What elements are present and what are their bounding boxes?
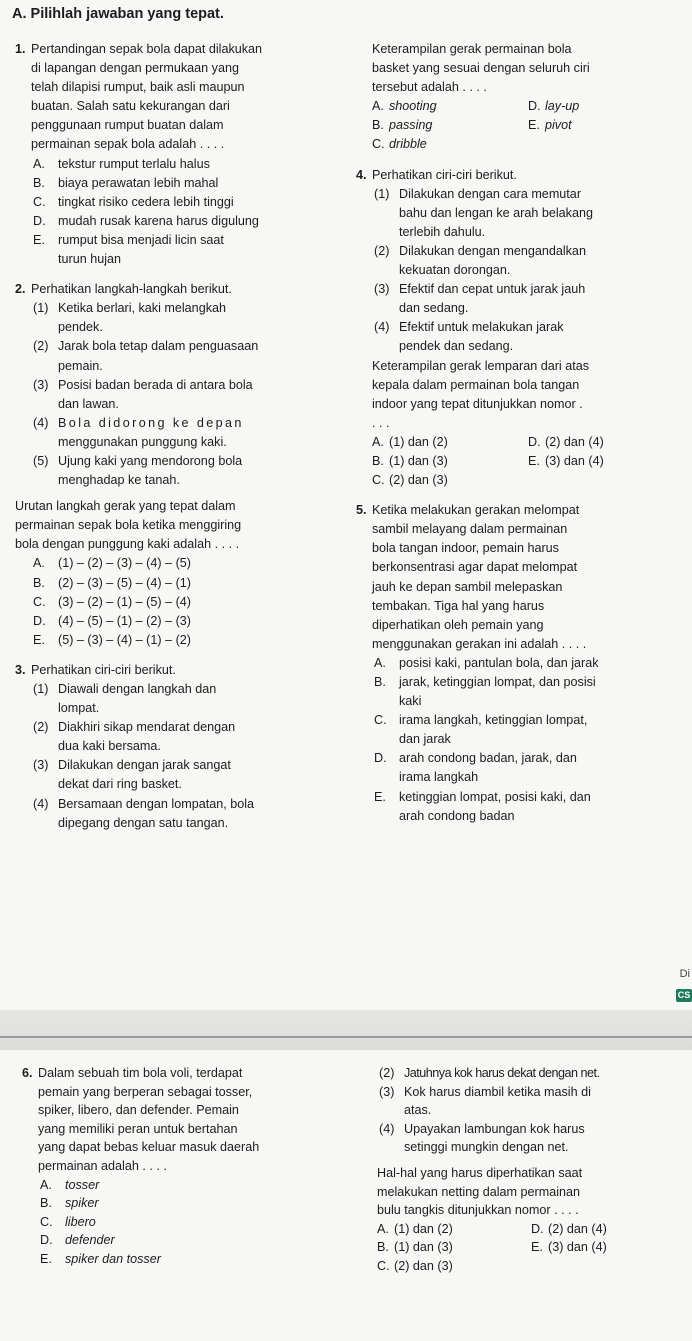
option-a[interactable]: A. (1) – (2) – (3) – (4) – (5) — [33, 556, 191, 571]
question-text: permainan adalah . . . . — [38, 1158, 167, 1173]
option-text: turun hujan — [58, 252, 122, 267]
question-3 — [15, 661, 357, 833]
left-column — [22, 1064, 358, 1269]
option-d[interactable]: D. lay-up — [528, 99, 580, 114]
question-text: bola tangan indoor, pemain harus — [372, 541, 559, 556]
question-text: bulu tangkis ditunjukkan nomor . . . . — [377, 1203, 579, 1218]
option-c[interactable]: C. (2) dan (3) — [377, 1258, 453, 1273]
question-text: bola dengan punggung kaki adalah . . . . — [15, 537, 240, 552]
option-e[interactable]: E. (3) dan (4) — [528, 453, 604, 468]
question-text: Dalam sebuah tim bola voli, terdapat — [38, 1066, 243, 1080]
question-text: Ketika melakukan gerakan melompat — [372, 503, 580, 518]
question-number: 5. — [356, 503, 367, 518]
question-text: Urutan langkah gerak yang tepat dalam — [15, 499, 236, 514]
right-column — [356, 40, 684, 826]
option-letter: D. — [33, 213, 46, 228]
question-number: 1. — [15, 42, 26, 56]
option-c[interactable]: C. libero — [40, 1214, 96, 1229]
option-d[interactable]: D. (2) dan (4) — [528, 434, 604, 449]
option-a[interactable]: A. posisi kaki, pantulan bola, dan jarak — [374, 655, 599, 670]
worksheet-page-2 — [0, 1050, 692, 1341]
option-text: biaya perawatan lebih mahal — [58, 175, 219, 190]
option-a[interactable]: A. (1) dan (2) — [377, 1221, 453, 1236]
statement-3: (3) Posisi badan berada di antara bola dan lawan. — [33, 377, 253, 411]
option-e[interactable]: E. ketinggian lompat, posisi kaki, dan arah condong badan — [374, 789, 591, 823]
statement-1: (1) Diawali dengan langkah dan lompat. — [33, 682, 217, 716]
page-divider — [0, 1036, 692, 1038]
option-b[interactable]: B. passing — [372, 118, 433, 133]
option-b[interactable]: B. (1) dan (3) — [377, 1240, 453, 1255]
question-text: Keterampilan gerak permainan bola — [372, 42, 572, 56]
question-number: 2. — [15, 282, 26, 297]
section-heading: A. Pilihlah jawaban yang tepat. — [12, 6, 224, 22]
option-text: mudah rusak karena harus digulung — [58, 213, 259, 228]
question-text: buatan. Salah satu kekurangan dari — [31, 99, 230, 114]
statement-2: (2) Jatuhnya kok harus dekat dengan net. — [379, 1066, 600, 1080]
question-text: telah dilapisi rumput, baik asli maupun — [31, 80, 245, 95]
question-text: tembakan. Tiga hal yang harus — [372, 598, 545, 613]
statement-3: (3) Kok harus diambil ketika masih di atas. — [379, 1084, 591, 1118]
option-b[interactable]: B. (1) dan (3) — [372, 453, 448, 468]
option-d[interactable]: D. arah condong badan, jarak, dan irama langkah — [374, 751, 577, 785]
option-c[interactable]: C. (2) dan (3) — [372, 473, 448, 488]
question-text: . . . — [372, 415, 390, 430]
option-b[interactable]: B. (2) – (3) – (5) – (4) – (1) — [33, 575, 191, 590]
right-column — [377, 1064, 685, 1276]
question-text: sambil melayang dalam permainan — [372, 522, 568, 537]
statement-5: (5) Ujung kaki yang mendorong bola menghadap ke tanah. — [33, 453, 243, 488]
option-d[interactable]: D. (4) – (5) – (1) – (2) – (3) — [33, 613, 191, 628]
statement-2: (2) Jarak bola tetap dalam penguasaan pemain. — [33, 339, 259, 373]
statement-1: (1) Ketika berlari, kaki melangkah pendek. — [33, 301, 226, 335]
question-7-continued — [377, 1064, 685, 1276]
option-b[interactable] — [31, 174, 357, 193]
question-number: 6. — [22, 1066, 33, 1080]
statement-2: (2) Dilakukan dengan mengandalkan kekuatan dorongan. — [374, 243, 586, 278]
option-e[interactable] — [31, 231, 357, 269]
question-text: indoor yang tepat ditunjukkan nomor . — [372, 396, 583, 411]
option-letter: A. — [33, 156, 45, 171]
question-text: penggunaan rumput buatan dalam — [31, 118, 224, 133]
scanner-watermark — [676, 968, 692, 1003]
option-a[interactable] — [31, 155, 357, 174]
question-6 — [22, 1064, 358, 1269]
option-e[interactable]: E. spiker dan tosser — [40, 1251, 161, 1266]
option-c[interactable]: C. (3) – (2) – (1) – (5) – (4) — [33, 594, 191, 609]
statement-4: (4) Upayakan lambungan kok harus setinggi mungkin dengan net. — [379, 1121, 585, 1155]
option-d[interactable]: D. defender — [40, 1233, 115, 1248]
question-intro: Perhatikan ciri-ciri berikut. — [31, 662, 176, 677]
question-4 — [356, 166, 684, 491]
option-e[interactable]: E. (5) – (3) – (4) – (1) – (2) — [33, 632, 191, 647]
question-text: melakukan netting dalam permainan — [377, 1184, 581, 1199]
option-b[interactable]: B. jarak, ketinggian lompat, dan posisi kaki — [374, 675, 596, 709]
option-text: tekstur rumput terlalu halus — [58, 156, 210, 171]
question-number: 4. — [356, 167, 367, 182]
question-text: spiker, libero, dan defender. Pemain — [38, 1103, 239, 1118]
question-text: kepala dalam permainan bola tangan — [372, 377, 580, 392]
question-text: Keterampilan gerak lemparan dari atas — [372, 358, 590, 373]
option-text: rumput bisa menjadi licin saat — [58, 232, 224, 247]
option-e[interactable]: E. pivot — [528, 118, 572, 133]
option-d[interactable]: D. (2) dan (4) — [531, 1221, 607, 1236]
option-letter: C. — [33, 194, 46, 209]
option-a[interactable]: A. tosser — [40, 1177, 100, 1192]
question-2 — [15, 280, 357, 650]
option-a[interactable]: A. shooting — [372, 99, 437, 114]
statement-2: (2) Diakhiri sikap mendarat dengan dua kaki bersama. — [33, 720, 236, 754]
question-text: di lapangan dengan permukaan yang — [31, 61, 239, 76]
statement-3: (3) Efektif dan cepat untuk jarak jauh dan sedang. — [374, 282, 586, 316]
question-text: jauh ke depan sambil melepaskan — [372, 579, 563, 594]
question-intro: Perhatikan ciri-ciri berikut. — [372, 167, 517, 182]
page-gap — [0, 1010, 692, 1050]
question-text: pemain yang berperan sebagai tosser, — [38, 1084, 253, 1099]
question-number: 3. — [15, 662, 26, 677]
question-text: permainan sepak bola ketika menggiring — [15, 518, 242, 533]
option-e[interactable]: E. (3) dan (4) — [531, 1240, 607, 1255]
option-a[interactable]: A. (1) dan (2) — [372, 434, 448, 449]
question-intro: Perhatikan langkah-langkah berikut. — [31, 282, 232, 297]
question-text: menggunakan gerakan ini adalah . . . . — [372, 636, 587, 651]
statement-3: (3) Dilakukan dengan jarak sangat dekat dari ring basket. — [33, 758, 231, 792]
question-text: permainan sepak bola adalah . . . . — [31, 137, 225, 152]
question-text: Pertandingan sepak bola dapat dilakukan — [31, 42, 263, 56]
option-c[interactable]: C. dribble — [372, 137, 427, 152]
question-text: diperhatikan oleh pemain yang — [372, 617, 544, 632]
question-text: basket yang sesuai dengan seluruh ciri — [372, 61, 590, 76]
option-b[interactable]: B. spiker — [40, 1196, 99, 1211]
question-text: Hal-hal yang harus diperhatikan saat — [377, 1165, 583, 1180]
corner-label: Di — [679, 968, 690, 980]
statement-4: (4) Efektif untuk melakukan jarak pendek dan sedang. — [374, 320, 564, 354]
question-text: yang memiliki peran untuk bertahan — [38, 1121, 238, 1136]
question-5 — [356, 501, 684, 826]
question-text: tersebut adalah . . . . — [372, 80, 487, 95]
question-text: yang dapat bebas keluar masuk daerah — [38, 1140, 260, 1155]
option-letter: E. — [33, 232, 45, 247]
statement-1: (1) Dilakukan dengan cara memutar bahu dan lengan ke arah belakang terlebih dahulu. — [374, 186, 593, 239]
question-text: berkonsentrasi agar dapat melompat — [372, 560, 578, 575]
option-c[interactable]: C. irama langkah, ketinggian lompat, dan jarak — [374, 713, 588, 747]
option-c[interactable] — [31, 193, 357, 212]
option-text: tingkat risiko cedera lebih tinggi — [58, 194, 234, 209]
option-letter: B. — [33, 175, 45, 190]
left-column — [15, 40, 357, 833]
statement-4: (4) Bersamaan dengan lompatan, bola dipegang dengan satu tangan. — [33, 796, 255, 830]
camscanner-badge: CS — [677, 990, 691, 1000]
statement-4: (4) Bola didorong ke depan menggunakan punggung kaki. — [33, 415, 244, 449]
question-3-continued — [372, 40, 684, 155]
question-1 — [15, 40, 357, 269]
option-d[interactable] — [31, 212, 357, 231]
